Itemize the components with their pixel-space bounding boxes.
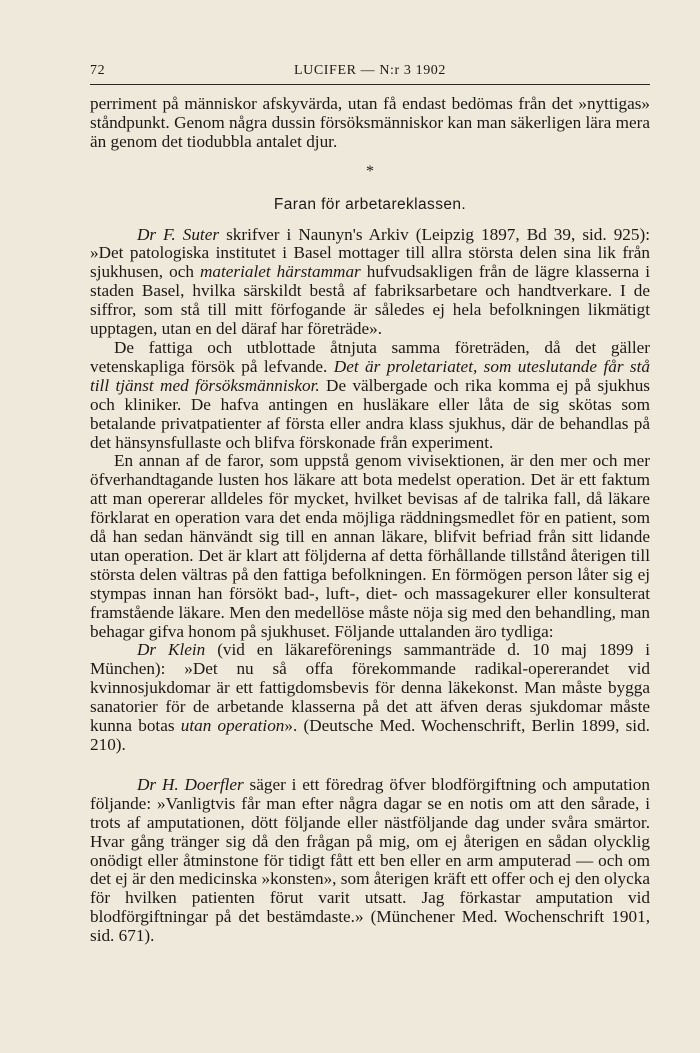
author-doerfler: Dr H. Doerfler: [137, 774, 244, 794]
emphasis-text: utan operation: [180, 716, 285, 736]
running-title: LUCIFER — N:r 3 1902: [294, 63, 446, 78]
page-header: [90, 62, 650, 85]
section-separator: *: [366, 162, 374, 180]
paragraph-text: (vid en läkareförenings sammanträde d. 10 maj 1899 i München): »Det nu så offa förekommande radikal-opererandet vid kvinnosjukdomar är ett fattigdomsbevis för denna läkekonst. Man måste bygga sanatorier för de arbetande klasserna på det att äfven deras sjukdomar måste kunna botas: [90, 640, 650, 736]
paragraph-text: säger i ett föredrag öfver blodförgiftning och amputation följande: »Vanligtvis får man efter några dagar se en notis om att den sårade, i trots af amputationen, dött följande eller nästföljande dag under svåra smärtor. Hvar gång tränger sig då den frågan på mig, om ej återigen en sådan olycklig onödigt eller åtminstone för tidigt fått ett ben eller en arm amputerad — och om det ej är den medicinska »konsten», som återigen kräft ett offer och ej den olycka för hvilken patienten förut varit utsatt. Jag förkastar amputation vid blodförgiftningar på det bestämdaste.» (Münchener Med. Wochenschrift 1901, sid. 671).: [90, 774, 650, 946]
intro-paragraph: perriment på människor afskyvärda, utan få endast bedömas från det »nyttigas» ståndpunkt. Genom några dussin försöksmänniskor kan man säkerligen lära mera än genom det tiodubbla antalet djur.: [90, 94, 650, 151]
paragraph-klein: [90, 641, 650, 754]
paragraph-text: skrifver i Naunyn's Arkiv (Leipzig 1897, Bd 39, sid. 925): »Det patologiska institutet i Basel mottager till allra största delen sina lik från sjukhusen, och: [90, 224, 650, 282]
author-suter: Dr F. Suter: [137, 224, 220, 244]
paragraph-danger: En annan af de faror, som uppstå genom vivisektionen, är den mer och mer öfverhandtagande lusten hos läkare att bota medelst operation. Det är ett faktum att man opererar alldeles för mycket, hvilket bevisas af de talrika fall, då läkare förklarat en operation vara det enda möjliga räddningsmedlet för en patient, som då han sedan hänvändt sig till en annan läkare, blifvit befriad från sitt lidande utan operation. Det är klart att följderna af detta förhållande tillstånd återigen till största delen vältras på den fattiga befolkningen. En förmögen person låter sig ej stympas innan han försökt bad-, luft-, diet- och massagekurer eller konsulterat framstående läkare. Men den medellöse måste nöja sig med den behandling, man behagar gifva honom på sjukhuset. Följande uttalanden äro tydliga:: [90, 451, 650, 641]
article-body: [90, 95, 650, 946]
paragraph-text: De välbergade och rika komma ej på sjukhus och kliniker. De hafva antingen en husläkare eller låta de sig skötas som betalande privatpatienter af första eller andra klass sjukhus, där de behandlas på det hänsynsfullaste och blifva förskonade från experiment.: [90, 375, 650, 452]
emphasis-text: materialet härstammar: [199, 262, 361, 282]
paragraph-poor: [90, 339, 650, 452]
paragraph-text: ». (Deutsche Med. Wochenschrift, Berlin 1899, sid. 210).: [90, 716, 650, 754]
emphasis-text: Det är proletariatet, som uteslutande får stå till tjänst med försöksmänniskor.: [90, 356, 650, 395]
page-number: 72: [90, 63, 106, 78]
paragraph-doerfler: [90, 776, 650, 946]
author-klein: Dr Klein: [137, 640, 206, 660]
paragraph-gap: [90, 755, 650, 776]
paragraph-suter: [90, 226, 650, 339]
section-heading: Faran för arbetareklassen.: [273, 195, 467, 213]
paragraph-text: hufvudsakligen från de lägre klasserna i staden Basel, hvilka särskildt bestå af fabriksarbetare och handtverkare. I de siffror, som stå till mitt förfogande är således ej hela befolkningen likmätigt upptagen, utan en del däraf har företräde».: [90, 262, 651, 339]
paragraph-text: De fattiga och utblottade åtnjuta samma företräden, då det gäller vetenskapliga försök på lefvande.: [90, 337, 650, 376]
